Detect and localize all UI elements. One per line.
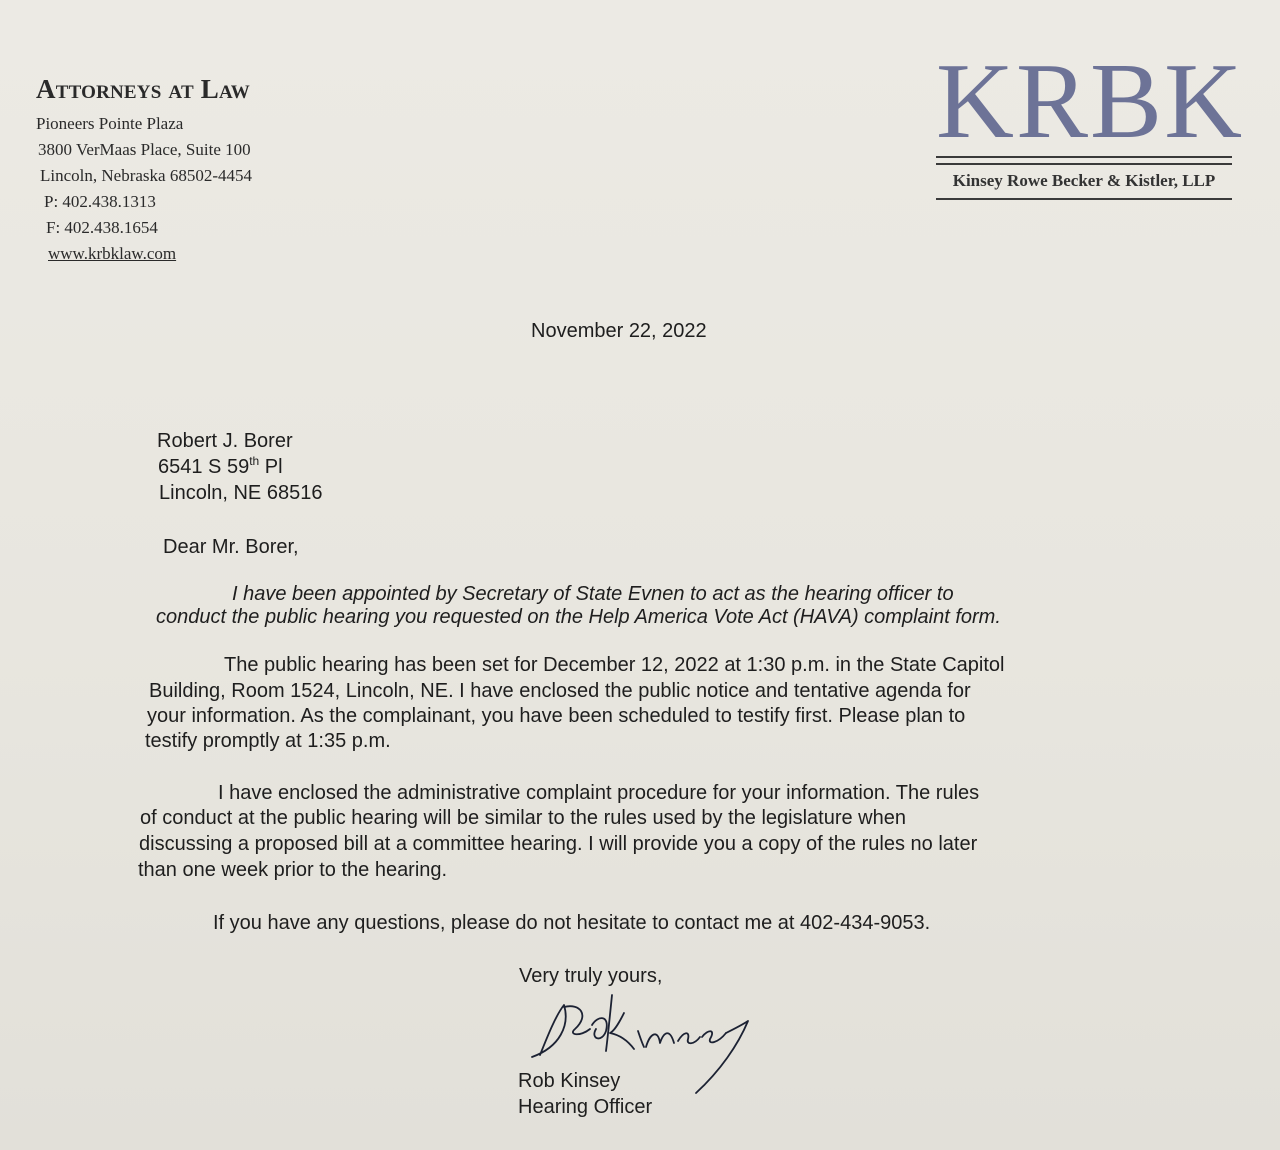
paragraph-4-line-1: If you have any questions, please do not hesitate to contact me at 402-434-9053. bbox=[213, 912, 931, 934]
signature-stroke-y bbox=[696, 1021, 748, 1093]
letter-date: November 22, 2022 bbox=[531, 320, 707, 342]
signature-stroke-k-arm bbox=[610, 1013, 634, 1049]
signature-stroke-e bbox=[702, 1031, 726, 1042]
paragraph-2-line-4: testify promptly at 1:35 p.m. bbox=[145, 730, 391, 752]
recipient-address-suffix: th bbox=[249, 454, 260, 468]
recipient-name: Robert J. Borer bbox=[157, 430, 293, 452]
paragraph-1-line-2: conduct the public hearing you requested on the Help America Vote Act (HAVA) complaint form. bbox=[156, 606, 1001, 628]
signature-stroke-i bbox=[638, 1031, 644, 1047]
letterhead-fax: F: 402.438.1654 bbox=[46, 218, 158, 237]
signature-stroke-o bbox=[592, 1018, 607, 1038]
recipient-address-street: Pl bbox=[259, 456, 283, 478]
letterhead-website-link[interactable]: www.krbklaw.com bbox=[48, 244, 177, 263]
signer-title: Hearing Officer bbox=[518, 1096, 653, 1118]
letterhead-street: 3800 VerMaas Place, Suite 100 bbox=[38, 140, 251, 159]
signer-name: Rob Kinsey bbox=[518, 1070, 621, 1092]
closing-valediction: Very truly yours, bbox=[519, 965, 663, 987]
letterhead-phone: P: 402.438.1313 bbox=[44, 192, 156, 211]
letterhead-city: Lincoln, Nebraska 68502-4454 bbox=[40, 166, 252, 185]
paragraph-3-line-2: of conduct at the public hearing will be similar to the rules used by the legislature when bbox=[140, 807, 906, 829]
logo-rule-middle bbox=[936, 163, 1232, 165]
logo-mark: KRBK bbox=[936, 42, 1245, 161]
signature-stroke-bowl bbox=[564, 1006, 590, 1034]
letterhead-plaza: Pioneers Pointe Plaza bbox=[36, 114, 184, 133]
paragraph-2-line-1: The public hearing has been set for December 12, 2022 at 1:30 p.m. in the State Capitol bbox=[224, 654, 1005, 676]
paragraph-3-line-1: I have enclosed the administrative complaint procedure for your information. The rules bbox=[218, 782, 980, 804]
recipient-address-number: 6541 S 59 bbox=[158, 456, 250, 478]
paragraph-3-line-3: discussing a proposed bill at a committee hearing. I will provide you a copy of the rules no later bbox=[139, 833, 978, 855]
signature-stroke-n bbox=[646, 1033, 674, 1047]
recipient-city: Lincoln, NE 68516 bbox=[159, 482, 323, 504]
salutation: Dear Mr. Borer, bbox=[163, 536, 299, 558]
recipient-address bbox=[158, 456, 283, 479]
paragraph-3-line-4: than one week prior to the hearing. bbox=[138, 859, 448, 881]
logo-firm-name: Kinsey Rowe Becker & Kistler, LLP bbox=[952, 171, 1216, 190]
firm-logo bbox=[936, 42, 1245, 202]
paragraph-2-line-3: your information. As the complainant, you have been scheduled to testify first. Please plan to bbox=[147, 705, 966, 727]
signature-stroke-r bbox=[532, 1005, 566, 1057]
logo-rule-bottom bbox=[936, 198, 1232, 200]
signature-stroke-s bbox=[678, 1033, 700, 1043]
paragraph-1-line-1: I have been appointed by Secretary of State Evnen to act as the hearing officer to bbox=[232, 583, 954, 605]
paragraph-2-line-2: Building, Room 1524, Lincoln, NE. I have enclosed the public notice and tentative agenda for bbox=[149, 680, 971, 702]
logo-rule-top bbox=[936, 156, 1232, 158]
letterhead-title: Attorneys at Law bbox=[36, 74, 250, 104]
